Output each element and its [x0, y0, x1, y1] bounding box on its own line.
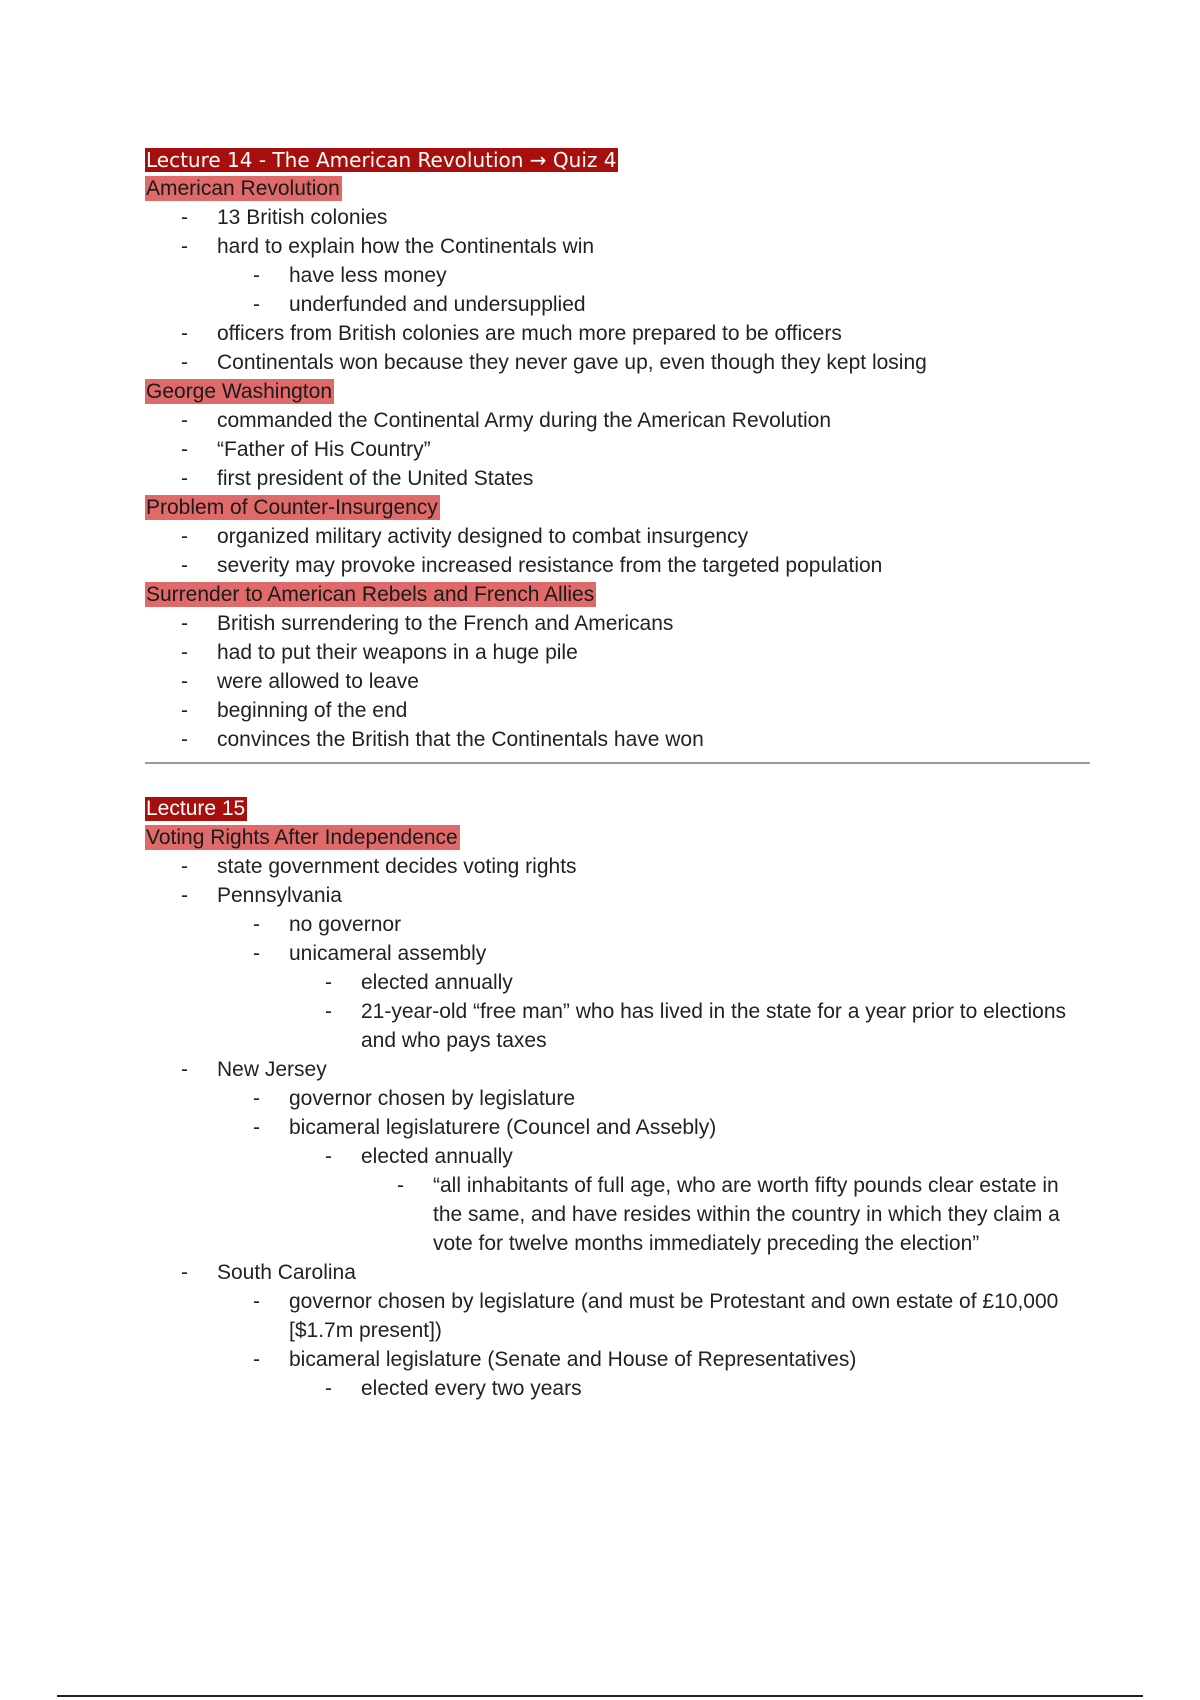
page-bottom-rule	[57, 1695, 1143, 1697]
lecture-15-sections	[145, 823, 1090, 1403]
section-heading-surrender-to-american-rebels-and-french-allies: Surrender to American Rebels and French Allies	[146, 583, 595, 606]
list-item-text: - New Jersey	[217, 1058, 327, 1081]
list-item	[145, 203, 1090, 232]
list-item-text: - bicameral legislature (Senate and House of Representatives)	[289, 1348, 857, 1371]
bullet-list	[145, 852, 1090, 1403]
lecture-14-title: Lecture 14 - The American Revolution → Quiz 4	[146, 147, 617, 172]
horizontal-divider	[145, 762, 1090, 764]
list-item-text: - convinces the British that the Continentals have won	[217, 728, 704, 751]
list-item	[217, 290, 1090, 319]
list-item-text: - officers from British colonies are much more prepared to be officers	[217, 322, 842, 345]
lecture-15-title: Lecture 15	[146, 796, 246, 820]
nested-bullet-list	[289, 968, 1090, 1055]
nested-bullet-list	[361, 1171, 1090, 1258]
nested-bullet-list	[217, 1084, 1090, 1258]
list-item-text: - elected annually	[361, 1145, 513, 1168]
list-item	[145, 881, 1090, 1055]
section-heading-voting-rights-after-independence: Voting Rights After Independence	[146, 826, 458, 849]
list-item-text: - organized military activity designed to combat insurgency	[217, 525, 749, 548]
list-item-text: - governor chosen by legislature	[289, 1087, 576, 1110]
nested-bullet-list	[217, 910, 1090, 1055]
list-item-text: - had to put their weapons in a huge pile	[217, 641, 578, 664]
list-item	[145, 609, 1090, 638]
list-item	[217, 1287, 1090, 1345]
list-item-text: - no governor	[289, 913, 402, 936]
list-item-text: - “Father of His Country”	[217, 438, 431, 461]
bullet-list	[145, 609, 1090, 754]
list-item-text: - hard to explain how the Continentals win	[217, 235, 595, 258]
list-item	[361, 1171, 1090, 1258]
list-item	[145, 551, 1090, 580]
list-item	[217, 939, 1090, 1055]
list-item	[217, 1345, 1090, 1403]
nested-bullet-list	[289, 1374, 1090, 1403]
list-item	[145, 319, 1090, 348]
list-item-text: - commanded the Continental Army during the American Revolution	[217, 409, 832, 432]
list-item	[289, 968, 1090, 997]
list-item-text: - “all inhabitants of full age, who are worth fifty pounds clear estate in the same, and have resides within the country in which they claim a vote for twelve months immediately preceding the election”	[433, 1174, 1060, 1255]
list-item	[145, 696, 1090, 725]
list-item	[217, 910, 1090, 939]
notes-content	[145, 145, 1090, 1403]
list-item-text: - elected every two years	[361, 1377, 582, 1400]
list-item	[145, 852, 1090, 881]
list-item-text: - 21-year-old “free man” who has lived in the state for a year prior to elections and who pays taxes	[361, 1000, 1067, 1052]
list-item-text: - 13 British colonies	[217, 206, 388, 229]
list-item-text: - South Carolina	[217, 1261, 356, 1284]
list-item	[145, 1258, 1090, 1403]
list-item	[289, 1142, 1090, 1258]
list-item-text: - bicameral legislaturere (Councel and Assebly)	[289, 1116, 717, 1139]
list-item	[145, 348, 1090, 377]
list-item	[145, 435, 1090, 464]
list-item	[145, 667, 1090, 696]
section-heading-american-revolution: American Revolution	[146, 177, 340, 200]
section-heading-problem-of-counter-insurgency: Problem of Counter-Insurgency	[146, 496, 438, 519]
list-item-text: - elected annually	[361, 971, 513, 994]
list-item	[217, 1113, 1090, 1258]
list-item-text: - Continentals won because they never gave up, even though they kept losing	[217, 351, 927, 374]
list-item	[289, 1374, 1090, 1403]
section-heading-george-washington: George Washington	[146, 380, 332, 403]
list-item-text: - were allowed to leave	[217, 670, 419, 693]
nested-bullet-list	[217, 1287, 1090, 1403]
list-item-text: - British surrendering to the French and Americans	[217, 612, 674, 635]
list-item-text: - beginning of the end	[217, 699, 408, 722]
list-item	[289, 997, 1090, 1055]
list-item-text: - first president of the United States	[217, 467, 534, 490]
bullet-list	[145, 406, 1090, 493]
list-item	[145, 1055, 1090, 1258]
list-item	[217, 261, 1090, 290]
list-item-text: - governor chosen by legislature (and must be Protestant and own estate of £10,000 [$1.7m present])	[289, 1290, 1059, 1342]
list-item	[145, 406, 1090, 435]
nested-bullet-list	[217, 261, 1090, 319]
list-item-text: - Pennsylvania	[217, 884, 342, 907]
lecture-14-sections	[145, 174, 1090, 754]
list-item-text: - severity may provoke increased resistance from the targeted population	[217, 554, 883, 577]
list-item	[145, 638, 1090, 667]
list-item	[145, 464, 1090, 493]
list-item-text: - have less money	[289, 264, 447, 287]
nested-bullet-list	[289, 1142, 1090, 1258]
list-item	[145, 522, 1090, 551]
list-item-text: - unicameral assembly	[289, 942, 487, 965]
list-item-text: - underfunded and undersupplied	[289, 293, 586, 316]
bullet-list	[145, 203, 1090, 377]
list-item	[217, 1084, 1090, 1113]
list-item-text: - state government decides voting rights	[217, 855, 577, 878]
bullet-list	[145, 522, 1090, 580]
list-item	[145, 232, 1090, 319]
list-item	[145, 725, 1090, 754]
